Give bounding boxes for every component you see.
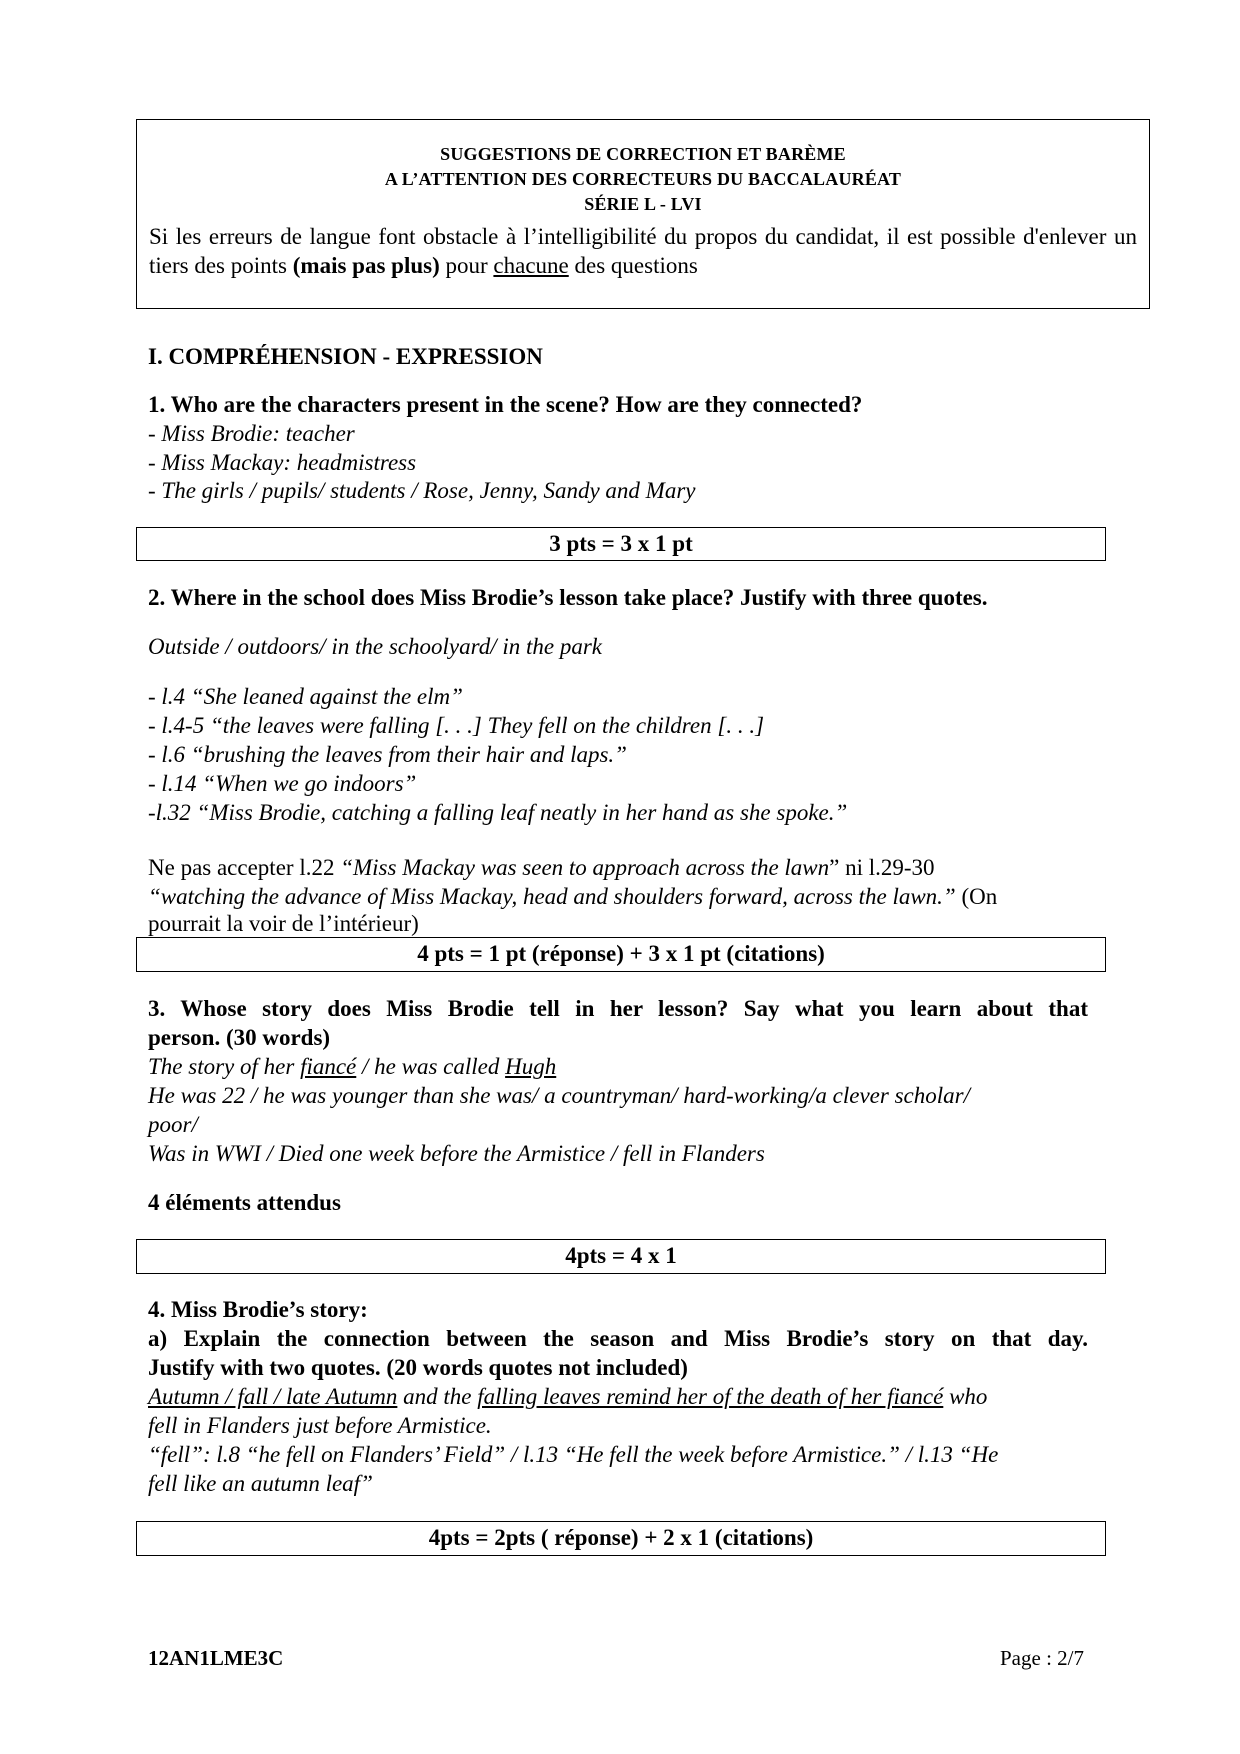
q2-note-line1: Ne pas accepter l.22 “Miss Mackay was seen to approach across the lawn” ni l.29-30: [148, 855, 935, 880]
q4-question-line2: Justify with two quotes. (20 words quotes not included): [148, 1355, 688, 1380]
q1-answer-1: - Miss Brodie: teacher: [148, 421, 355, 446]
q4-title: 4. Miss Brodie’s story:: [148, 1297, 368, 1322]
q2-quote-1: - l.4 “She leaned against the elm”: [148, 684, 463, 709]
q3-expected: 4 éléments attendus: [148, 1190, 341, 1215]
q1-points-box: [136, 527, 1106, 561]
q4-question-line1: a) Explain the connection between the season and Miss Brodie’s story on that day.: [148, 1326, 1088, 1351]
q1-answer-3: - The girls / pupils/ students / Rose, Jenny, Sandy and Mary: [148, 478, 696, 503]
q1-question: 1. Who are the characters present in the scene? How are they connected?: [148, 392, 863, 417]
q3-answer-3: poor/: [148, 1112, 198, 1137]
q2-quote-4: - l.14 “When we go indoors”: [148, 771, 417, 796]
q4-points-box: [136, 1521, 1106, 1556]
q3-question-line1: 3. Whose story does Miss Brodie tell in her lesson? Say what you learn about that: [148, 996, 1088, 1021]
q4-answer-line1: Autumn / fall / late Autumn and the falling leaves remind her of the death of her fiancé who: [148, 1384, 988, 1409]
q1-points: 3 pts = 3 x 1 pt: [549, 531, 693, 556]
section-title: I. COMPRÉHENSION - EXPRESSION: [148, 344, 543, 369]
header-title-line3: SÉRIE L - LVI: [584, 194, 702, 214]
q3-question-line2: person. (30 words): [148, 1025, 331, 1050]
q3-answer-4: Was in WWI / Died one week before the Armistice / fell in Flanders: [148, 1141, 765, 1166]
header-instruction: Si les erreurs de langue font obstacle à l’intelligibilité du propos du candidat, il est possible d'enlever un tiers des points (mais pas plus) pour chacune des questions: [149, 224, 1137, 278]
q3-answer-1: The story of her fiancé / he was called Hugh: [148, 1054, 557, 1079]
q3-answer-2: He was 22 / he was younger than she was/ a countryman/ hard-working/a clever scholar/: [148, 1083, 970, 1108]
q2-quote-3: - l.6 “brushing the leaves from their hair and laps.”: [148, 742, 627, 767]
q2-answer: Outside / outdoors/ in the schoolyard/ in the park: [148, 634, 603, 659]
q2-points: 4 pts = 1 pt (réponse) + 3 x 1 pt (citations): [417, 941, 825, 966]
footer-code: 12AN1LME3C: [148, 1646, 284, 1670]
q2-points-box: [136, 937, 1106, 972]
q3-points: 4pts = 4 x 1: [565, 1243, 677, 1268]
q2-note-line2: “watching the advance of Miss Mackay, head and shoulders forward, across the lawn.” (On: [148, 884, 998, 909]
q1-answer-2: - Miss Mackay: headmistress: [148, 450, 417, 475]
q2-note-line3: pourrait la voir de l’intérieur): [148, 911, 419, 936]
header-title-line1: SUGGESTIONS DE CORRECTION ET BARÈME: [440, 144, 846, 164]
header-box: [136, 119, 1150, 309]
q3-points-box: [136, 1239, 1106, 1274]
q4-answer-line4: fell like an autumn leaf”: [148, 1471, 373, 1496]
q2-question: 2. Where in the school does Miss Brodie’s lesson take place? Justify with three quotes.: [148, 585, 988, 610]
q4-points: 4pts = 2pts ( réponse) + 2 x 1 (citations): [428, 1525, 814, 1550]
q2-quote-5: -l.32 “Miss Brodie, catching a falling leaf neatly in her hand as she spoke.”: [148, 800, 848, 825]
q4-answer-line3: “fell”: l.8 “he fell on Flanders’ Field” / l.13 “He fell the week before Armistice.” / l.13 “He: [148, 1442, 999, 1467]
header-title-line2: A L’ATTENTION DES CORRECTEURS DU BACCALAURÉAT: [384, 169, 902, 189]
q2-quote-2: - l.4-5 “the leaves were falling [. . .] They fell on the children [. . .]: [148, 713, 765, 738]
q4-answer-line2: fell in Flanders just before Armistice.: [148, 1413, 492, 1438]
footer-page-number: Page : 2/7: [1000, 1646, 1084, 1670]
